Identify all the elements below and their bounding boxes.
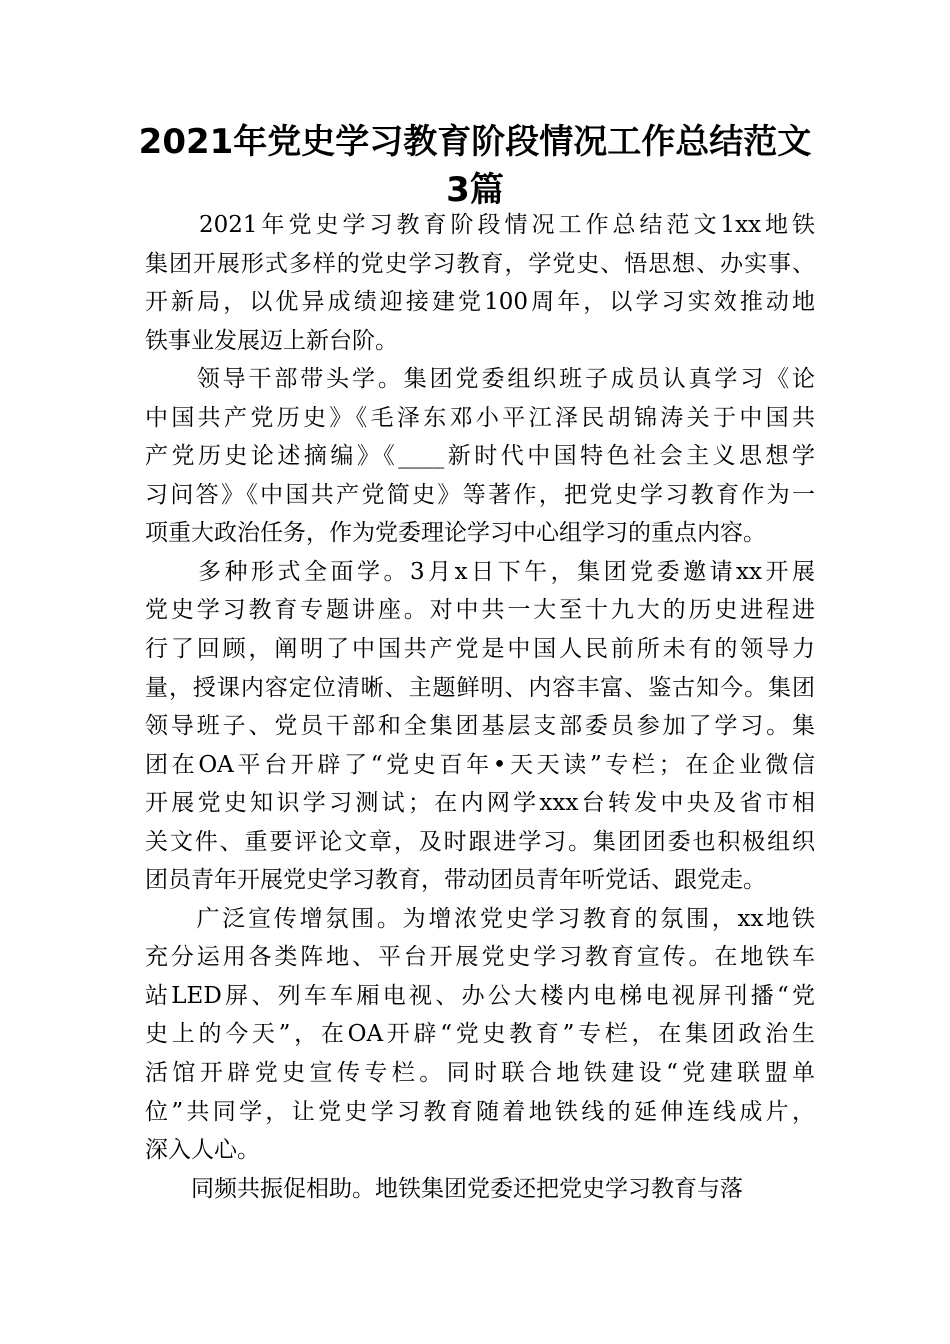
paragraph-line: 领导干部带头学。集团党委组织班子成员认真学习《论 bbox=[145, 366, 815, 393]
paragraph-line: 多种形式全面学。3月x日下午，集团党委邀请xx开展 bbox=[145, 558, 815, 585]
paragraph-line: 开新局，以优异成绩迎接建党100周年，以学习实效推动地 bbox=[145, 289, 815, 316]
paragraph-line: 开展党史知识学习测试；在内网学xxx台转发中央及省市相 bbox=[145, 790, 815, 817]
paragraph-line: 集团开展形式多样的党史学习教育，学党史、悟思想、办实事、 bbox=[145, 250, 815, 277]
document-title-line-2: 3篇 bbox=[446, 170, 504, 210]
paragraph-line: 位”共同学，让党史学习教育随着地铁线的延伸连线成片， bbox=[145, 1098, 815, 1125]
document-title-line-1: 2021年党史学习教育阶段情况工作总结范文 bbox=[138, 122, 812, 162]
paragraph-line: 活馆开辟党史宣传专栏。同时联合地铁建设“党建联盟单 bbox=[145, 1060, 815, 1087]
paragraph bbox=[145, 1170, 815, 1209]
paragraph-line: 铁事业发展迈上新台阶。 bbox=[145, 327, 398, 354]
paragraph-line: 党史学习教育专题讲座。对中共一大至十九大的历史进程进 bbox=[145, 597, 815, 624]
paragraph-line: 同频共振促相助。地铁集团党委还把党史学习教育与落 bbox=[145, 1175, 743, 1202]
paragraph bbox=[145, 206, 815, 360]
paragraph-line: 充分运用各类阵地、平台开展党史学习教育宣传。在地铁车 bbox=[145, 944, 815, 971]
paragraph-line: 史上的今天”，在OA开辟“党史教育”专栏，在集团政治生 bbox=[145, 1021, 815, 1048]
paragraph-line: 中国共产党历史》《毛泽东邓小平江泽民胡锦涛关于中国共 bbox=[145, 404, 815, 431]
paragraph-line: 深入人心。 bbox=[145, 1137, 260, 1164]
paragraph-line: 产党历史论述摘编》《____新时代中国特色社会主义思想学 bbox=[145, 443, 815, 470]
paragraph-line: 2021年党史学习教育阶段情况工作总结范文1xx地铁 bbox=[145, 212, 815, 238]
paragraph-line: 广泛宣传增氛围。为增浓党史学习教育的氛围，xx地铁 bbox=[145, 905, 815, 932]
document-body bbox=[145, 206, 815, 1208]
paragraph bbox=[145, 553, 815, 900]
paragraph-line: 行了回顾，阐明了中国共产党是中国人民前所未有的领导力 bbox=[145, 636, 815, 663]
paragraph-line: 领导班子、党员干部和全集团基层支部委员参加了学习。集 bbox=[145, 713, 815, 740]
paragraph-line: 站LED屏、列车车厢电视、办公大楼内电梯电视屏刊播“党 bbox=[145, 982, 815, 1009]
paragraph bbox=[145, 900, 815, 1170]
paragraph-line: 项重大政治任务，作为党委理论学习中心组学习的重点内容。 bbox=[145, 520, 766, 547]
paragraph bbox=[145, 360, 815, 553]
paragraph-line: 团在OA平台开辟了“党史百年•天天读”专栏；在企业微信 bbox=[145, 751, 815, 778]
paragraph-line: 量，授课内容定位清晰、主题鲜明、内容丰富、鉴古知今。集团 bbox=[145, 674, 815, 701]
paragraph-line: 团员青年开展党史学习教育，带动团员青年听党话、跟党走。 bbox=[145, 867, 766, 894]
paragraph-line: 关文件、重要评论文章，及时跟进学习。集团团委也积极组织 bbox=[145, 828, 815, 855]
paragraph-line: 习问答》《中国共产党简史》等著作，把党史学习教育作为一 bbox=[145, 481, 815, 508]
